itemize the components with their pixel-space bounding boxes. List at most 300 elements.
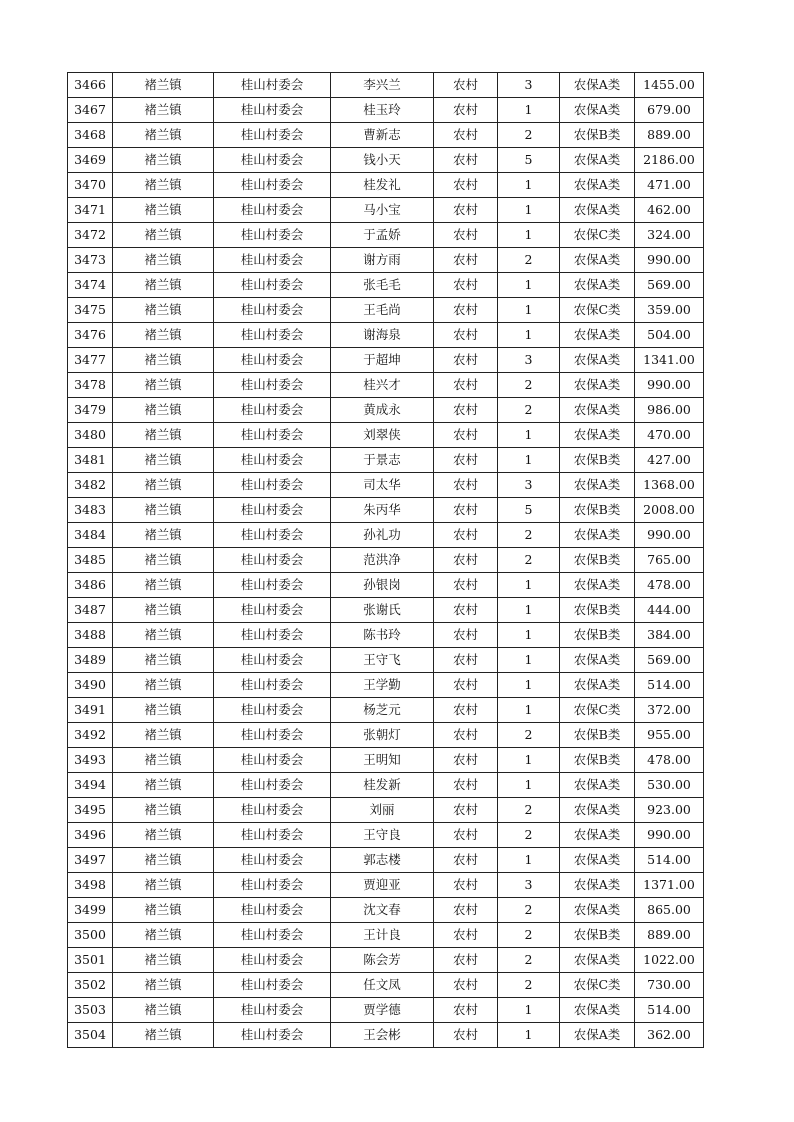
village-committee-cell: 桂山村委会 [214,248,331,273]
row-number-cell: 3484 [68,523,113,548]
amount-cell: 427.00 [635,448,704,473]
village-committee-cell: 桂山村委会 [214,873,331,898]
household-type-cell: 农村 [434,823,498,848]
household-type-cell: 农村 [434,298,498,323]
village-committee-cell: 桂山村委会 [214,848,331,873]
insurance-category-cell: 农保B类 [560,598,635,623]
person-name-cell: 孙银岗 [331,573,434,598]
row-number-cell: 3500 [68,923,113,948]
town-cell: 褚兰镇 [113,148,214,173]
town-cell: 褚兰镇 [113,373,214,398]
village-committee-cell: 桂山村委会 [214,1023,331,1048]
household-type-cell: 农村 [434,498,498,523]
town-cell: 褚兰镇 [113,823,214,848]
town-cell: 褚兰镇 [113,448,214,473]
insurance-category-cell: 农保B类 [560,723,635,748]
member-count-cell: 1 [498,1023,560,1048]
insurance-category-cell: 农保A类 [560,823,635,848]
village-committee-cell: 桂山村委会 [214,523,331,548]
table-row [68,523,704,548]
table-row [68,348,704,373]
person-name-cell: 王学勤 [331,673,434,698]
table-row [68,773,704,798]
row-number-cell: 3492 [68,723,113,748]
household-type-cell: 农村 [434,523,498,548]
table-row [68,223,704,248]
person-name-cell: 陈会芳 [331,948,434,973]
row-number-cell: 3488 [68,623,113,648]
village-committee-cell: 桂山村委会 [214,473,331,498]
town-cell: 褚兰镇 [113,798,214,823]
row-number-cell: 3466 [68,73,113,98]
amount-cell: 986.00 [635,398,704,423]
insurance-category-cell: 农保B类 [560,123,635,148]
insurance-category-cell: 农保A类 [560,273,635,298]
amount-cell: 478.00 [635,573,704,598]
member-count-cell: 3 [498,348,560,373]
member-count-cell: 1 [498,423,560,448]
household-type-cell: 农村 [434,548,498,573]
table-row [68,823,704,848]
person-name-cell: 曹新志 [331,123,434,148]
village-committee-cell: 桂山村委会 [214,623,331,648]
household-type-cell: 农村 [434,448,498,473]
table-row [68,398,704,423]
amount-cell: 478.00 [635,748,704,773]
village-committee-cell: 桂山村委会 [214,123,331,148]
insurance-category-cell: 农保B类 [560,448,635,473]
insurance-category-cell: 农保A类 [560,348,635,373]
town-cell: 褚兰镇 [113,973,214,998]
row-number-cell: 3483 [68,498,113,523]
person-name-cell: 谢方雨 [331,248,434,273]
town-cell: 褚兰镇 [113,1023,214,1048]
member-count-cell: 1 [498,748,560,773]
row-number-cell: 3473 [68,248,113,273]
member-count-cell: 2 [498,123,560,148]
row-number-cell: 3489 [68,648,113,673]
amount-cell: 679.00 [635,98,704,123]
table-row [68,598,704,623]
member-count-cell: 1 [498,273,560,298]
amount-cell: 384.00 [635,623,704,648]
row-number-cell: 3470 [68,173,113,198]
village-committee-cell: 桂山村委会 [214,573,331,598]
village-committee-cell: 桂山村委会 [214,223,331,248]
household-type-cell: 农村 [434,848,498,873]
member-count-cell: 3 [498,73,560,98]
village-committee-cell: 桂山村委会 [214,348,331,373]
row-number-cell: 3480 [68,423,113,448]
town-cell: 褚兰镇 [113,98,214,123]
person-name-cell: 张谢氏 [331,598,434,623]
town-cell: 褚兰镇 [113,623,214,648]
member-count-cell: 2 [498,948,560,973]
table-row [68,648,704,673]
amount-cell: 514.00 [635,998,704,1023]
household-type-cell: 农村 [434,148,498,173]
town-cell: 褚兰镇 [113,998,214,1023]
insurance-category-cell: 农保A类 [560,948,635,973]
member-count-cell: 1 [498,673,560,698]
table-row [68,848,704,873]
table-row [68,323,704,348]
insurance-category-cell: 农保A类 [560,523,635,548]
amount-cell: 1455.00 [635,73,704,98]
insurance-category-cell: 农保A类 [560,773,635,798]
table-row [68,1023,704,1048]
amount-cell: 1371.00 [635,873,704,898]
row-number-cell: 3496 [68,823,113,848]
row-number-cell: 3476 [68,323,113,348]
amount-cell: 504.00 [635,323,704,348]
village-committee-cell: 桂山村委会 [214,398,331,423]
household-type-cell: 农村 [434,423,498,448]
amount-cell: 514.00 [635,848,704,873]
insurance-category-cell: 农保A类 [560,648,635,673]
town-cell: 褚兰镇 [113,473,214,498]
row-number-cell: 3502 [68,973,113,998]
member-count-cell: 1 [498,323,560,348]
insurance-category-cell: 农保A类 [560,73,635,98]
row-number-cell: 3491 [68,698,113,723]
member-count-cell: 1 [498,998,560,1023]
household-type-cell: 农村 [434,623,498,648]
insurance-category-cell: 农保A类 [560,473,635,498]
table-row [68,948,704,973]
table-body [68,73,704,1048]
town-cell: 褚兰镇 [113,423,214,448]
village-committee-cell: 桂山村委会 [214,323,331,348]
town-cell: 褚兰镇 [113,873,214,898]
village-committee-cell: 桂山村委会 [214,673,331,698]
household-type-cell: 农村 [434,898,498,923]
village-committee-cell: 桂山村委会 [214,598,331,623]
household-type-cell: 农村 [434,473,498,498]
person-name-cell: 桂发新 [331,773,434,798]
person-name-cell: 王明知 [331,748,434,773]
person-name-cell: 范洪净 [331,548,434,573]
person-name-cell: 张毛毛 [331,273,434,298]
village-committee-cell: 桂山村委会 [214,273,331,298]
person-name-cell: 贾迎亚 [331,873,434,898]
amount-cell: 990.00 [635,523,704,548]
table-row [68,923,704,948]
person-name-cell: 黄成永 [331,398,434,423]
amount-cell: 569.00 [635,648,704,673]
row-number-cell: 3501 [68,948,113,973]
member-count-cell: 2 [498,723,560,748]
amount-cell: 324.00 [635,223,704,248]
person-name-cell: 郭志楼 [331,848,434,873]
amount-cell: 362.00 [635,1023,704,1048]
member-count-cell: 2 [498,798,560,823]
amount-cell: 514.00 [635,673,704,698]
member-count-cell: 1 [498,298,560,323]
household-type-cell: 农村 [434,98,498,123]
village-committee-cell: 桂山村委会 [214,823,331,848]
insurance-category-cell: 农保B类 [560,548,635,573]
person-name-cell: 桂发礼 [331,173,434,198]
village-committee-cell: 桂山村委会 [214,648,331,673]
household-type-cell: 农村 [434,348,498,373]
member-count-cell: 3 [498,873,560,898]
amount-cell: 889.00 [635,123,704,148]
village-committee-cell: 桂山村委会 [214,298,331,323]
member-count-cell: 5 [498,148,560,173]
insurance-category-cell: 农保C类 [560,698,635,723]
table-row [68,448,704,473]
member-count-cell: 2 [498,973,560,998]
row-number-cell: 3471 [68,198,113,223]
person-name-cell: 陈书玲 [331,623,434,648]
data-table [67,72,704,1048]
table-row [68,123,704,148]
household-type-cell: 农村 [434,923,498,948]
household-type-cell: 农村 [434,398,498,423]
amount-cell: 471.00 [635,173,704,198]
town-cell: 褚兰镇 [113,898,214,923]
member-count-cell: 2 [498,373,560,398]
village-committee-cell: 桂山村委会 [214,923,331,948]
member-count-cell: 2 [498,823,560,848]
village-committee-cell: 桂山村委会 [214,973,331,998]
town-cell: 褚兰镇 [113,398,214,423]
amount-cell: 569.00 [635,273,704,298]
insurance-category-cell: 农保A类 [560,873,635,898]
village-committee-cell: 桂山村委会 [214,198,331,223]
person-name-cell: 朱丙华 [331,498,434,523]
household-type-cell: 农村 [434,198,498,223]
member-count-cell: 2 [498,898,560,923]
row-number-cell: 3482 [68,473,113,498]
amount-cell: 470.00 [635,423,704,448]
insurance-category-cell: 农保A类 [560,148,635,173]
member-count-cell: 1 [498,573,560,598]
household-type-cell: 农村 [434,873,498,898]
person-name-cell: 于景志 [331,448,434,473]
row-number-cell: 3487 [68,598,113,623]
person-name-cell: 杨芝元 [331,698,434,723]
household-type-cell: 农村 [434,648,498,673]
amount-cell: 730.00 [635,973,704,998]
table-row [68,573,704,598]
member-count-cell: 1 [498,98,560,123]
village-committee-cell: 桂山村委会 [214,98,331,123]
member-count-cell: 2 [498,923,560,948]
member-count-cell: 2 [498,523,560,548]
row-number-cell: 3486 [68,573,113,598]
village-committee-cell: 桂山村委会 [214,798,331,823]
row-number-cell: 3490 [68,673,113,698]
table-row [68,273,704,298]
table-row [68,248,704,273]
member-count-cell: 1 [498,623,560,648]
household-type-cell: 农村 [434,673,498,698]
insurance-category-cell: 农保A类 [560,573,635,598]
person-name-cell: 王守良 [331,823,434,848]
row-number-cell: 3468 [68,123,113,148]
household-type-cell: 农村 [434,723,498,748]
table-row [68,723,704,748]
village-committee-cell: 桂山村委会 [214,548,331,573]
household-type-cell: 农村 [434,973,498,998]
insurance-category-cell: 农保B类 [560,748,635,773]
household-type-cell: 农村 [434,798,498,823]
table-row [68,873,704,898]
amount-cell: 1341.00 [635,348,704,373]
row-number-cell: 3469 [68,148,113,173]
person-name-cell: 孙礼功 [331,523,434,548]
member-count-cell: 1 [498,848,560,873]
amount-cell: 889.00 [635,923,704,948]
person-name-cell: 于超坤 [331,348,434,373]
person-name-cell: 王计良 [331,923,434,948]
amount-cell: 990.00 [635,373,704,398]
row-number-cell: 3504 [68,1023,113,1048]
town-cell: 褚兰镇 [113,723,214,748]
town-cell: 褚兰镇 [113,348,214,373]
amount-cell: 1368.00 [635,473,704,498]
village-committee-cell: 桂山村委会 [214,898,331,923]
table-row [68,673,704,698]
person-name-cell: 司太华 [331,473,434,498]
insurance-category-cell: 农保A类 [560,398,635,423]
amount-cell: 990.00 [635,823,704,848]
person-name-cell: 谢海泉 [331,323,434,348]
table-row [68,73,704,98]
household-type-cell: 农村 [434,1023,498,1048]
insurance-category-cell: 农保A类 [560,848,635,873]
insurance-category-cell: 农保A类 [560,423,635,448]
town-cell: 褚兰镇 [113,498,214,523]
town-cell: 褚兰镇 [113,698,214,723]
table-row [68,198,704,223]
insurance-category-cell: 农保B类 [560,623,635,648]
amount-cell: 372.00 [635,698,704,723]
insurance-category-cell: 农保C类 [560,223,635,248]
row-number-cell: 3499 [68,898,113,923]
town-cell: 褚兰镇 [113,73,214,98]
amount-cell: 955.00 [635,723,704,748]
person-name-cell: 王会彬 [331,1023,434,1048]
insurance-category-cell: 农保A类 [560,323,635,348]
person-name-cell: 刘丽 [331,798,434,823]
amount-cell: 444.00 [635,598,704,623]
row-number-cell: 3479 [68,398,113,423]
member-count-cell: 1 [498,773,560,798]
member-count-cell: 1 [498,223,560,248]
insurance-category-cell: 农保A类 [560,198,635,223]
person-name-cell: 王毛尚 [331,298,434,323]
household-type-cell: 农村 [434,248,498,273]
town-cell: 褚兰镇 [113,673,214,698]
table-row [68,548,704,573]
insurance-category-cell: 农保C类 [560,298,635,323]
village-committee-cell: 桂山村委会 [214,773,331,798]
person-name-cell: 王守飞 [331,648,434,673]
member-count-cell: 2 [498,548,560,573]
town-cell: 褚兰镇 [113,748,214,773]
table-row [68,98,704,123]
row-number-cell: 3475 [68,298,113,323]
insurance-category-cell: 农保B类 [560,498,635,523]
row-number-cell: 3503 [68,998,113,1023]
insurance-category-cell: 农保A类 [560,798,635,823]
village-committee-cell: 桂山村委会 [214,423,331,448]
row-number-cell: 3485 [68,548,113,573]
row-number-cell: 3467 [68,98,113,123]
village-committee-cell: 桂山村委会 [214,373,331,398]
table-row [68,898,704,923]
town-cell: 褚兰镇 [113,198,214,223]
table-row [68,998,704,1023]
table-row [68,798,704,823]
village-committee-cell: 桂山村委会 [214,723,331,748]
row-number-cell: 3474 [68,273,113,298]
table-row [68,748,704,773]
person-name-cell: 桂兴才 [331,373,434,398]
insurance-category-cell: 农保C类 [560,973,635,998]
insurance-category-cell: 农保A类 [560,98,635,123]
town-cell: 褚兰镇 [113,573,214,598]
table-row [68,623,704,648]
household-type-cell: 农村 [434,373,498,398]
household-type-cell: 农村 [434,173,498,198]
town-cell: 褚兰镇 [113,298,214,323]
row-number-cell: 3477 [68,348,113,373]
row-number-cell: 3497 [68,848,113,873]
insurance-category-cell: 农保A类 [560,173,635,198]
town-cell: 褚兰镇 [113,648,214,673]
insurance-category-cell: 农保A类 [560,248,635,273]
household-type-cell: 农村 [434,273,498,298]
table-row [68,148,704,173]
member-count-cell: 1 [498,698,560,723]
household-type-cell: 农村 [434,998,498,1023]
member-count-cell: 5 [498,498,560,523]
table-row [68,373,704,398]
town-cell: 褚兰镇 [113,223,214,248]
person-name-cell: 马小宝 [331,198,434,223]
member-count-cell: 1 [498,198,560,223]
amount-cell: 2008.00 [635,498,704,523]
row-number-cell: 3495 [68,798,113,823]
village-committee-cell: 桂山村委会 [214,948,331,973]
amount-cell: 765.00 [635,548,704,573]
insurance-category-cell: 农保A类 [560,373,635,398]
table-row [68,698,704,723]
household-type-cell: 农村 [434,73,498,98]
amount-cell: 923.00 [635,798,704,823]
table-row [68,423,704,448]
household-type-cell: 农村 [434,323,498,348]
town-cell: 褚兰镇 [113,598,214,623]
household-type-cell: 农村 [434,948,498,973]
person-name-cell: 贾学德 [331,998,434,1023]
amount-cell: 359.00 [635,298,704,323]
village-committee-cell: 桂山村委会 [214,698,331,723]
member-count-cell: 1 [498,598,560,623]
town-cell: 褚兰镇 [113,923,214,948]
row-number-cell: 3493 [68,748,113,773]
village-committee-cell: 桂山村委会 [214,748,331,773]
amount-cell: 462.00 [635,198,704,223]
household-type-cell: 农村 [434,123,498,148]
insurance-category-cell: 农保A类 [560,1023,635,1048]
person-name-cell: 刘翠侠 [331,423,434,448]
member-count-cell: 1 [498,448,560,473]
